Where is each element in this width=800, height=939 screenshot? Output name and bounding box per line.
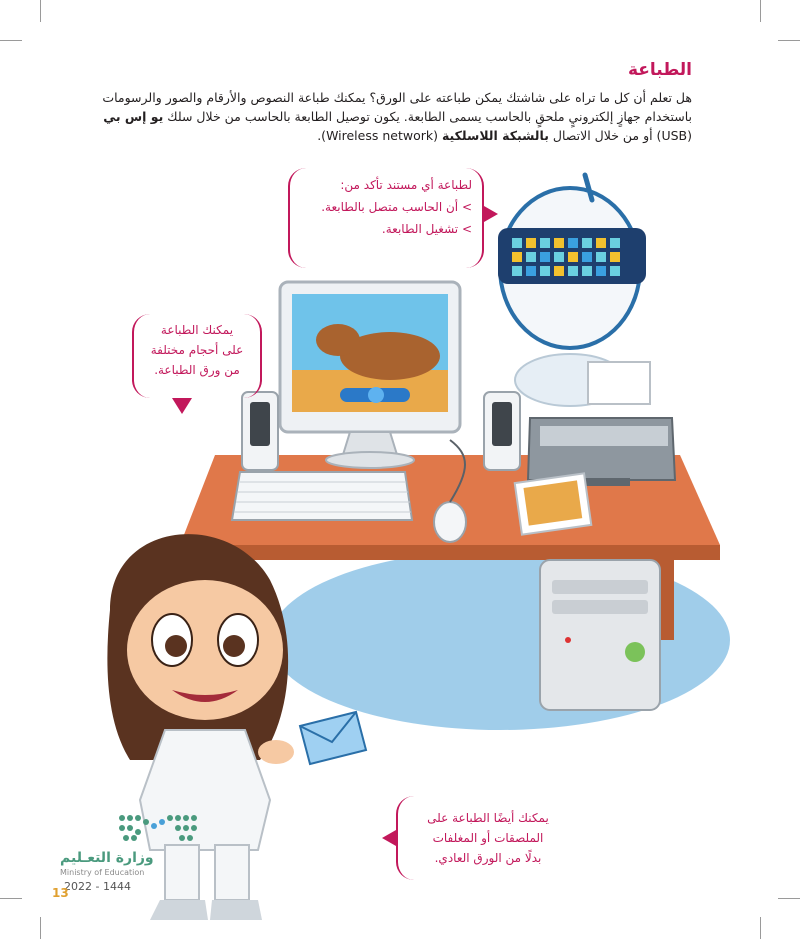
speaker-left-icon xyxy=(242,392,278,470)
bubble-check xyxy=(296,174,472,240)
intro-line: (USB) أو من خلال الاتصال بالشبكة اللاسلكية (Wireless network). xyxy=(317,128,692,143)
ministry-name-en: Ministry of Education xyxy=(60,868,145,877)
intro-line: هل تعلم أن كل ما تراه على شاشتك يمكن طباعته على الورق؟ يمكنك طباعة النصوص والأرقام والصور والرسومات xyxy=(102,90,692,105)
monitor-icon xyxy=(280,282,460,468)
ministry-name-ar: وزارة التعـليم xyxy=(60,850,154,866)
bubble-tail xyxy=(382,830,396,846)
bubble-line: من ورق الطباعة. xyxy=(154,363,240,377)
keyboard-icon xyxy=(232,472,412,520)
bubble-line: لطباعة أي مستند تأكد من: xyxy=(340,178,472,192)
wireless-term: بالشبكة اللاسلكية xyxy=(441,128,549,143)
bubble-line: > أن الحاسب متصل بالطابعة. xyxy=(321,200,472,214)
bubble-line: يمكنك الطباعة xyxy=(160,323,234,337)
bubble-line: الملصقات أو المغلفات xyxy=(432,831,544,845)
intro-line: باستخدام جهازٍ إلكترونيٍ ملحقٍ بالحاسب يسمى الطابعة. يكون توصيل الطابعة بالحاسب من خلال سلك يو إس بي xyxy=(103,109,692,124)
bubble-tail xyxy=(484,206,498,222)
bubble-stickers xyxy=(418,808,558,868)
bubble-line: > تشغيل الطابعة. xyxy=(381,222,472,236)
edition-year: 2022 - 1444 xyxy=(64,880,131,893)
bubble-line: على أحجام مختلفة xyxy=(150,343,244,357)
bubble-tail xyxy=(172,398,192,414)
section-title: الطباعة xyxy=(627,60,692,80)
pc-tower-icon xyxy=(540,560,660,710)
usb-term: يو إس بي xyxy=(103,109,164,124)
bubble-sizes xyxy=(142,320,252,380)
bubble-line: بدلًا من الورق العادي. xyxy=(434,851,542,865)
speaker-right-icon xyxy=(484,392,520,470)
bubble-line: يمكنك أيضًا الطباعة على xyxy=(427,811,549,825)
page-number: 13 xyxy=(52,886,69,900)
